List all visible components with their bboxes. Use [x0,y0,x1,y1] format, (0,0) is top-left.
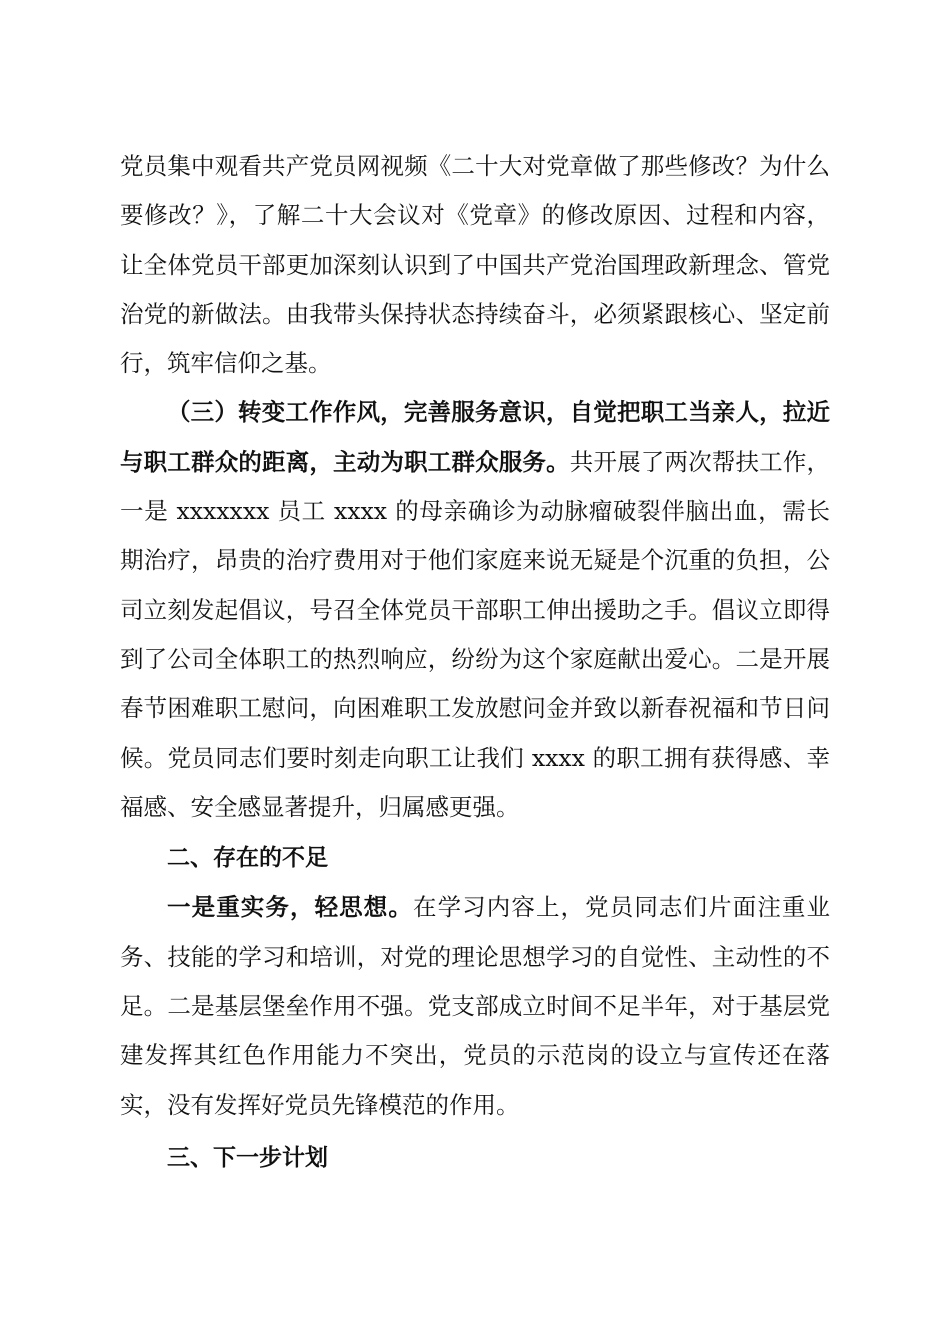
paragraph-work-style-body: 共开展了两次帮扶工作，一是 xxxxxxx 员工 xxxx 的母亲确诊为动脉瘤破裂伴脑出血，需长期治疗，昂贵的治疗费用对于他们家庭来说无疑是个沉重的负担，公司立刻发起倡议，号召全体党员干部职工伸出援助之手。倡议立即得到了公司全体职工的热烈响应，纷纷为这个家庭献出爱心。二是开展春节困难职工慰问，向困难职工发放慰问金并致以新春祝福和节日问候。党员同志们要时刻走向职工让我们 xxxx 的职工拥有获得感、幸福感、安全感显著提升，归属感更强。 [120,447,831,821]
section-heading-next-plan: 三、下一步计划 [167,1144,328,1171]
section-heading-shortcomings: 二、存在的不足 [167,845,328,872]
paragraph-shortcomings-body: 在学习内容上，党员同志们片面注重业务、技能的学习和培训，对党的理论思想学习的自觉性、主动性的不足。二是基层堡垒作用不强。党支部成立时间不足半年，对于基层党建发挥其红色作用能力不突出，党员的示范岗的设立与宣传还在落实，没有发挥好党员先锋模范的作用。 [120,893,831,1119]
paragraph-work-style-lead: （三）转变工作作风，完善服务意识，自觉把职工当亲人，拉近与职工群众的距离，主动为职工群众服务。 [120,398,830,476]
document-body [120,142,830,1183]
paragraph-shortcomings [120,883,830,1129]
paragraph-shortcomings-lead: 一是重实务，轻思想。 [167,893,413,922]
paragraph-work-style [120,388,830,832]
paragraph-study-party-constitution: 党员集中观看共产党员网视频《二十大对党章做了那些修改？为什么要修改？》，了解二十大会议对《党章》的修改原因、过程和内容，让全体党员干部更加深刻认识到了中国共产党治国理政新理念、管党治党的新做法。由我带头保持状态持续奋斗，必须紧跟核心、坚定前行，筑牢信仰之基。 [120,152,830,378]
